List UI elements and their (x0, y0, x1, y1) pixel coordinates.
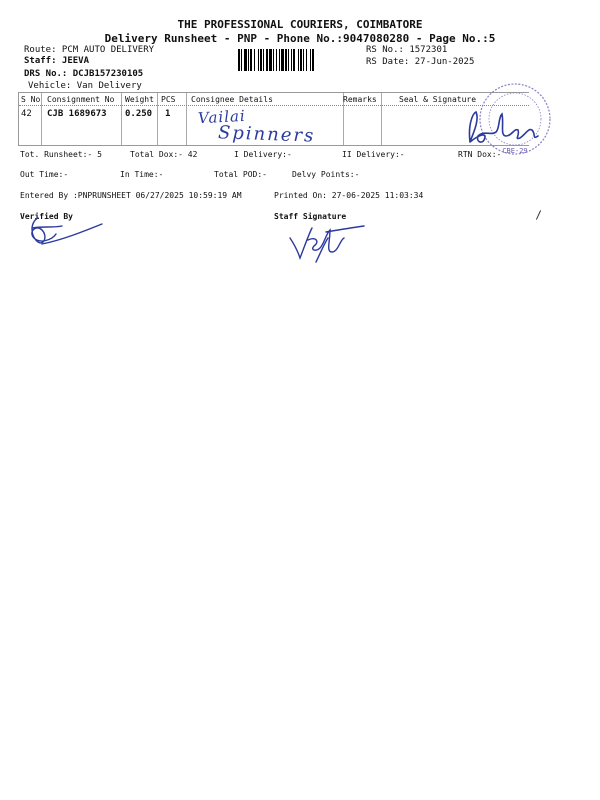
staff-signature-label: Staff Signature (274, 212, 347, 221)
i-delivery: I Delivery:- (234, 150, 292, 159)
consignee-handwriting-line1: Vailai (197, 106, 247, 128)
entered-by: Entered By :PNPRUNSHEET 06/27/2025 10:59:19 AM (20, 191, 242, 200)
in-time: In Time:- (120, 170, 164, 179)
rs-number: RS No.: 1572301 (366, 45, 448, 55)
ii-delivery: II Delivery:- (342, 150, 405, 159)
col-header-remarks: Remarks (343, 95, 377, 104)
row-consignment: CJB 1689673 (47, 109, 107, 119)
verified-signature (22, 214, 106, 248)
total-pod: Total POD:- (214, 170, 267, 179)
col-header-seal: Seal & Signature (399, 95, 477, 104)
runsheet-subtitle: Delivery Runsheet - PNP - Phone No.:9047080280 - Page No.:5 (104, 32, 496, 45)
col-header-consignment: Consignment No (47, 95, 115, 104)
delvy-points: Delvy Points:- (292, 170, 360, 179)
row-sno: 42 (21, 109, 32, 119)
col-header-consignee: Consignee Details (191, 95, 273, 104)
barcode-image (238, 49, 354, 71)
col-header-weight: Weight (125, 95, 154, 104)
row-weight: 0.250 (125, 109, 153, 119)
rs-date: RS Date: 27-Jun-2025 (366, 57, 475, 67)
rtn-dox: RTN Dox:- (458, 150, 502, 159)
total-dox: Total Dox:- 42 (130, 150, 198, 159)
seal-signature (462, 106, 554, 148)
row-pcs: 1 (165, 109, 171, 119)
staff-label: Staff: JEEVA (24, 56, 90, 66)
drs-number: DRS No.: DCJB157230105 (24, 69, 144, 79)
col-header-sno: S No (21, 95, 41, 104)
verified-by-label: Verified By (20, 212, 73, 221)
col-header-pcs: PCS (161, 95, 176, 104)
stamp-text: CBE-29 (502, 147, 528, 155)
margin-tick (536, 210, 541, 219)
vehicle-label: Vehicle: Van Delivery (28, 81, 142, 91)
staff-signature-mark (286, 218, 368, 268)
tot-runsheet: Tot. Runsheet:- 5 (20, 150, 102, 159)
out-time: Out Time:- (20, 170, 69, 179)
company-title: THE PROFESSIONAL COURIERS, COIMBATORE (177, 18, 423, 31)
printed-on: Printed On: 27-06-2025 11:03:34 (274, 191, 424, 200)
consignee-handwriting-line2: Spinners (217, 122, 316, 147)
route-label: Route: PCM AUTO DELIVERY (24, 45, 155, 55)
